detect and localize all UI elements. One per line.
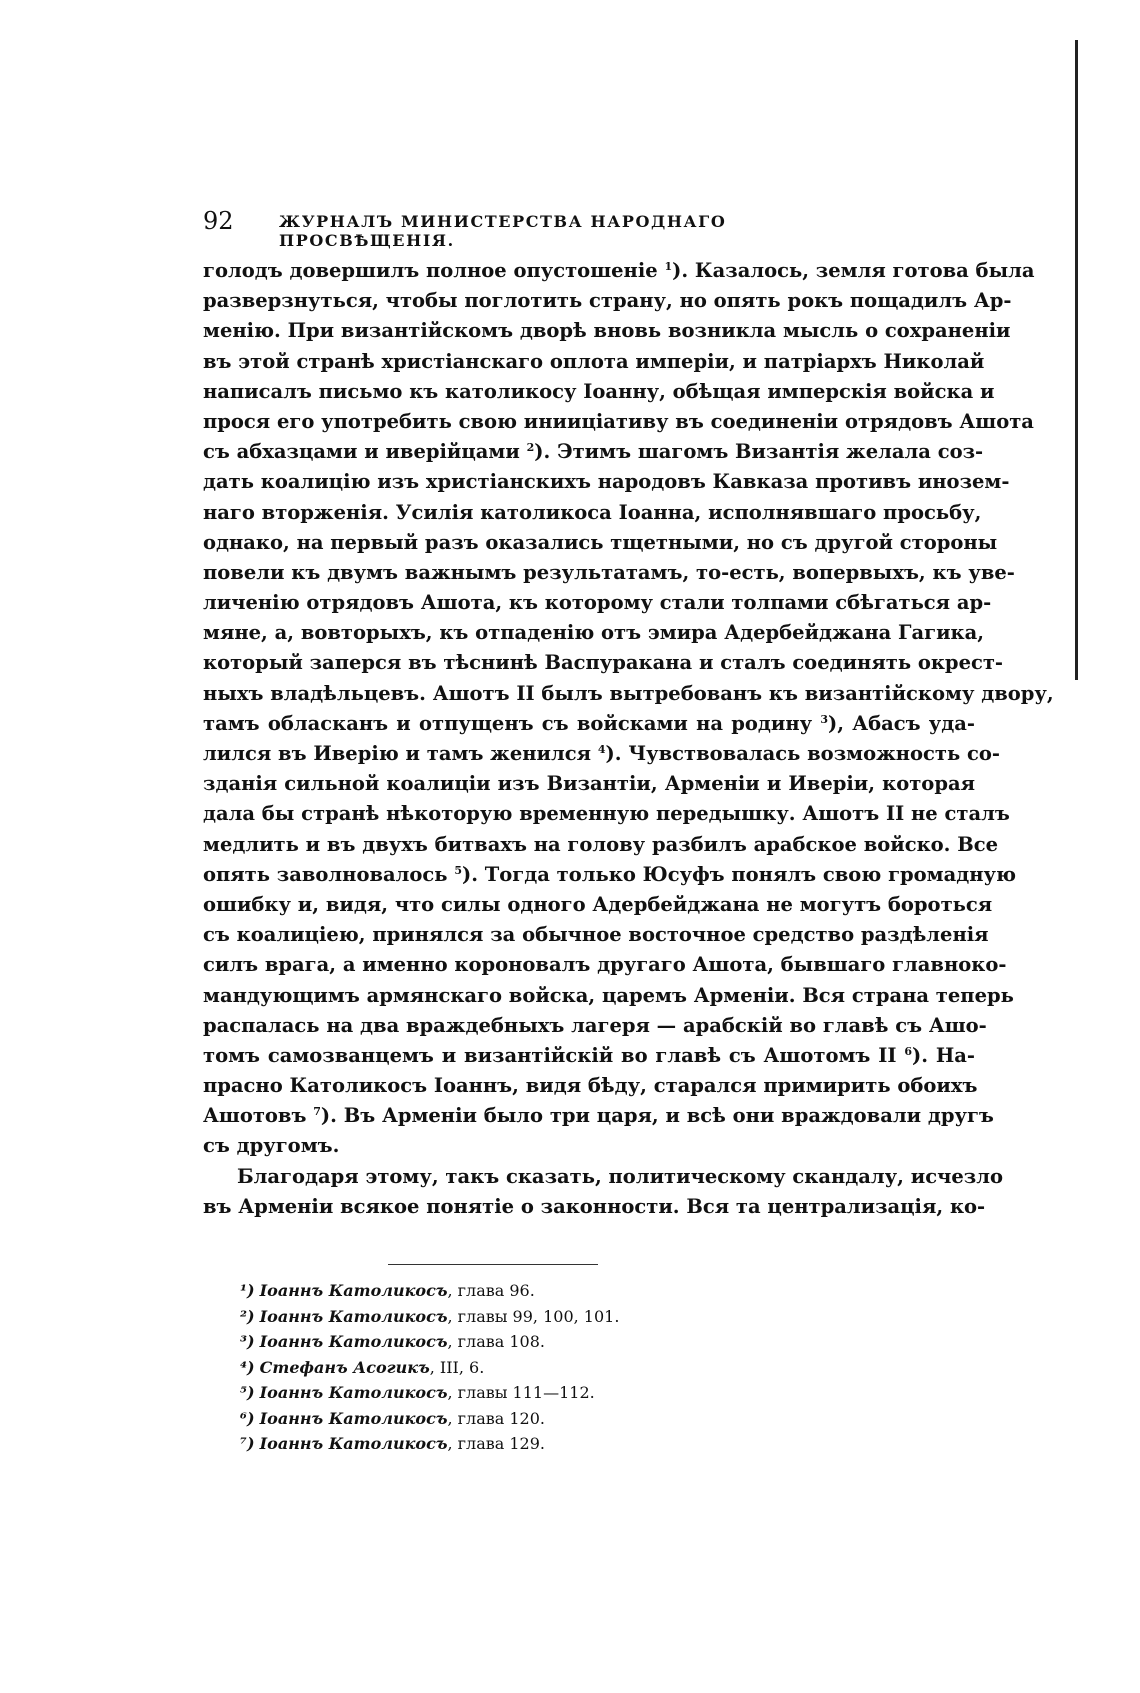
text-line: ныхъ владѣльцевъ. Ашотъ II былъ вытребованъ къ византійскому двору, bbox=[203, 681, 1054, 705]
footnote-ref: 5 bbox=[454, 863, 462, 877]
text-line: въ Арменіи всякое понятіе о законности. Вся та централизація, ко- bbox=[203, 1194, 986, 1218]
text-line: повели къ двумъ важнымъ результатамъ, то-есть, вопервыхъ, къ уве- bbox=[203, 560, 1015, 584]
text-line: прасно Католикосъ Іоаннъ, видя бѣду, старался примирить обоихъ bbox=[203, 1074, 978, 1098]
text-line: написалъ письмо къ католикосу Іоанну, обѣщая имперскія войска и bbox=[203, 379, 995, 403]
footnote-separator bbox=[388, 1264, 598, 1265]
text-line: лился въ Иверію и тамъ женился $^4$). Чувствовалась возможность со- bbox=[203, 742, 1001, 765]
footnote-ref: 2 bbox=[526, 441, 535, 455]
text-line: распалась на два враждебныхъ лагеря — арабскій во главѣ съ Ашо- bbox=[203, 1013, 987, 1037]
text-line: личенію отрядовъ Ашота, къ которому стали толпами сбѣгаться ар- bbox=[203, 591, 992, 615]
text-line: Благодаря этому, такъ сказать, политическому скандалу, исчезло bbox=[237, 1164, 1003, 1188]
text-line: наго вторженія. Усилія католикоса Іоанна, исполнявшаго просьбу, bbox=[203, 500, 982, 524]
text-line: зданія сильной коалиціи изъ Византіи, Арменіи и Иверіи, которая bbox=[203, 772, 975, 796]
text-line: съ коалиціею, принялся за обычное восточное средство раздѣленія bbox=[203, 923, 989, 947]
text-line: однако, на первый разъ оказались тщетными, но съ другой стороны bbox=[203, 530, 998, 554]
text-line: разверзнуться, чтобы поглотить страну, но опять рокъ пощадилъ Ар- bbox=[203, 289, 1012, 313]
text-line: силъ врага, а именно короновалъ другаго Ашота, бывшаго главноко- bbox=[203, 953, 1007, 977]
text-line: мандующимъ армянскаго войска, царемъ Арменіи. Вся страна теперь bbox=[203, 983, 1014, 1007]
text-line: мяне, а, вовторыхъ, къ отпаденію отъ эмира Адербейджана Гагика, bbox=[203, 621, 985, 645]
footnote: ⁴) Стефанъ Асогикъ, III, 6. bbox=[240, 1357, 485, 1377]
footnote-ref: 4 bbox=[597, 743, 606, 756]
footnote: ¹) Іоаннъ Католикосъ, глава 96. bbox=[240, 1281, 535, 1300]
text-line: голодъ довершилъ полное опустошеніе $^1$). Казалось, земля готова была bbox=[203, 259, 1035, 282]
footnote: ⁶) Іоаннъ Католикосъ, глава 120. bbox=[240, 1408, 545, 1428]
text-line: дать коалицію изъ христіанскихъ народовъ Кавказа противъ инозем- bbox=[203, 470, 1010, 494]
text-line: съ абхазцами и иверійцами $^2$). Этимъ шагомъ Византія желала соз- bbox=[203, 440, 984, 464]
page-number: 92 bbox=[203, 207, 234, 235]
footnotes bbox=[240, 1278, 760, 1457]
footnote: ⁷) Іоаннъ Католикосъ, глава 129. bbox=[240, 1434, 545, 1453]
footnote-ref: 6 bbox=[904, 1044, 912, 1058]
main-text bbox=[203, 256, 1054, 1222]
text-line: Ашотовъ $^7$). Въ Арменіи было три царя, и всѣ они враждовали другъ bbox=[203, 1104, 994, 1128]
text-line: менію. При византійскомъ дворѣ вновь возникла мысль о сохраненіи bbox=[203, 319, 1011, 343]
footnote: ⁵) Іоаннъ Католикосъ, главы 111—112. bbox=[240, 1383, 595, 1402]
text-line: ошибку и, видя, что силы одного Адербейджана не могутъ бороться bbox=[203, 892, 993, 916]
text-line: дала бы странѣ нѣкоторую временную передышку. Ашотъ II не сталъ bbox=[203, 802, 1010, 826]
footnote-ref: 3 bbox=[820, 712, 828, 726]
text-line: въ этой странѣ христіанскаго оплота имперіи, и патріархъ Николай bbox=[203, 349, 985, 373]
footnote: ²) Іоаннъ Католикосъ, главы 99, 100, 101. bbox=[240, 1306, 620, 1326]
text-line: томъ самозванцемъ и византійскій во главѣ съ Ашотомъ II $^6$). На- bbox=[203, 1043, 975, 1067]
text-line: опять заволновалось $^5$). Тогда только Юсуфъ понялъ свою громадную bbox=[203, 862, 1016, 886]
footnote: ³) Іоаннъ Католикосъ, глава 108. bbox=[240, 1332, 545, 1351]
footnote-ref: 1 bbox=[664, 260, 673, 273]
text-line: медлить и въ двухъ битвахъ на голову разбилъ арабское войско. Все bbox=[203, 832, 999, 856]
text-line: который заперся въ тѣснинѣ Васпуракана и сталъ соединять окрест- bbox=[203, 651, 1004, 675]
running-header bbox=[203, 207, 873, 250]
footnote-ref: 7 bbox=[313, 1105, 321, 1119]
text-line: съ другомъ. bbox=[203, 1134, 340, 1158]
text-line: прося его употребить свою инииціативу въ соединеніи отрядовъ Ашота bbox=[203, 409, 1034, 433]
page-edge-line bbox=[1075, 40, 1078, 680]
text-line: тамъ обласканъ и отпущенъ съ войсками на родину $^3$), Абасъ уда- bbox=[203, 711, 975, 735]
journal-title: ЖУРНАЛЪ МИНИСТЕРСТВА НАРОДНАГО ПРОСВѢЩЕНІЯ. bbox=[279, 212, 727, 250]
